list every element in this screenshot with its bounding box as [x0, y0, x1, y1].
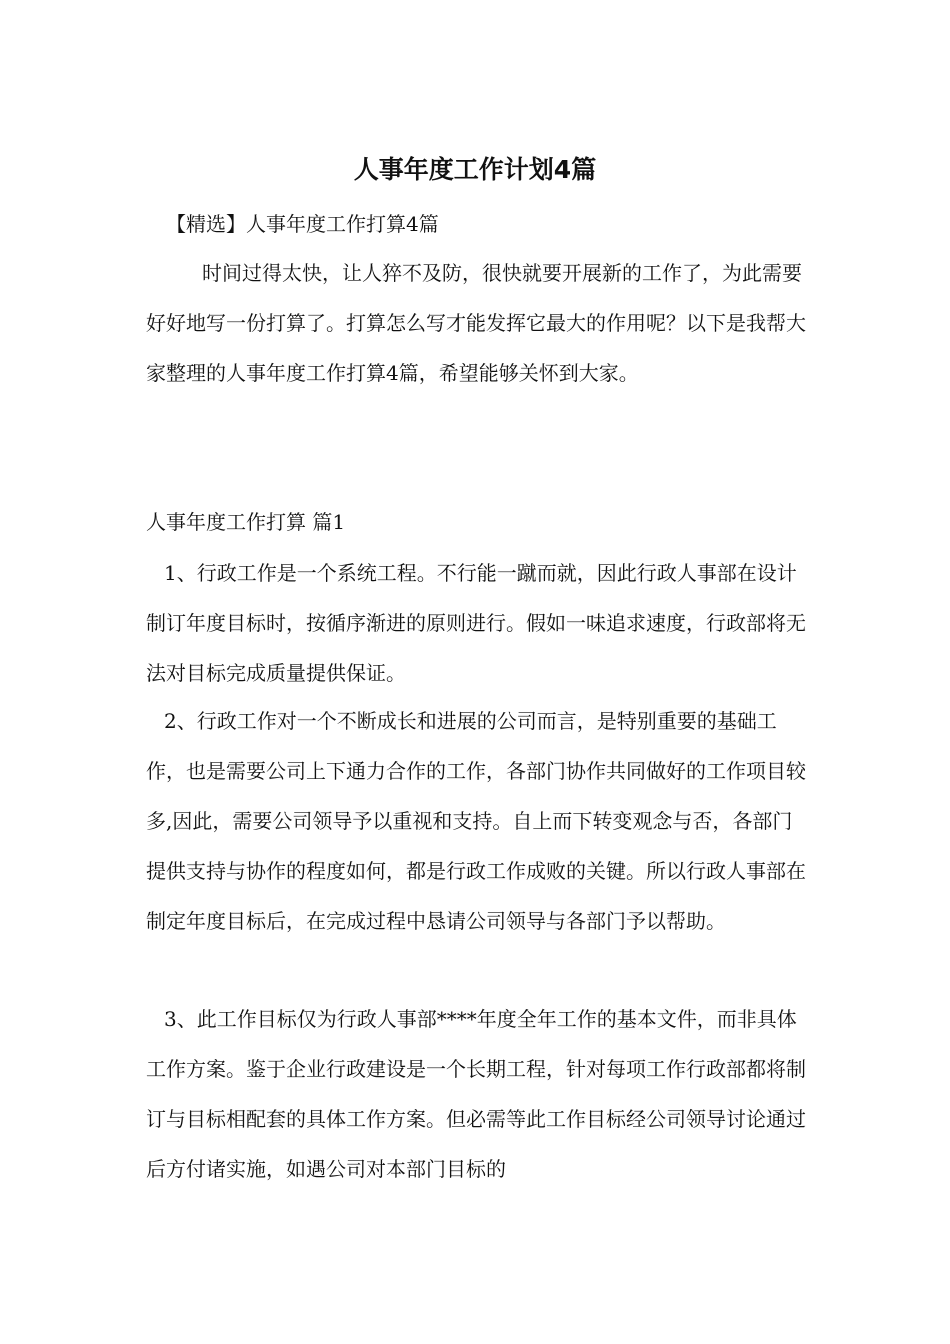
paragraph-1: 1、行政工作是一个系统工程。不行能一蹴而就，因此行政人事部在设计制订年度目标时，按循序渐进的原则进行。假如一味追求速度，行政部将无法对目标完成质量提供保证。	[146, 561, 806, 685]
section-heading: 人事年度工作打算 篇1	[146, 510, 346, 534]
paragraph-2: 2、行政工作对一个不断成长和进展的公司而言，是特别重要的基础工作，也是需要公司上下通力合作的工作，各部门协作共同做好的工作项目较多,因此，需要公司领导予以重视和支持。自上而下转变观念与否，各部门提供支持与协作的程度如何，都是行政工作成败的关键。所以行政人事部在制定年度目标后，在完成过程中恳请公司领导与各部门予以帮助。	[146, 709, 806, 933]
paragraph-3: 3、此工作目标仅为行政人事部****年度全年工作的基本文件，而非具体工作方案。鉴于企业行政建设是一个长期工程，针对每项工作行政部都将制订与目标相配套的具体工作方案。但必需等此工作目标经公司领导讨论通过后方付诸实施，如遇公司对本部门目标的	[146, 1007, 806, 1181]
intro-paragraph: 时间过得太快，让人猝不及防，很快就要开展新的工作了，为此需要好好地写一份打算了。打算怎么写才能发挥它最大的作用呢？以下是我帮大家整理的人事年度工作打算4篇，希望能够关怀到大家。	[146, 261, 806, 385]
document-title: 人事年度工作计划4篇	[353, 155, 597, 184]
document-subtitle: 【精选】人事年度工作打算4篇	[166, 212, 439, 236]
